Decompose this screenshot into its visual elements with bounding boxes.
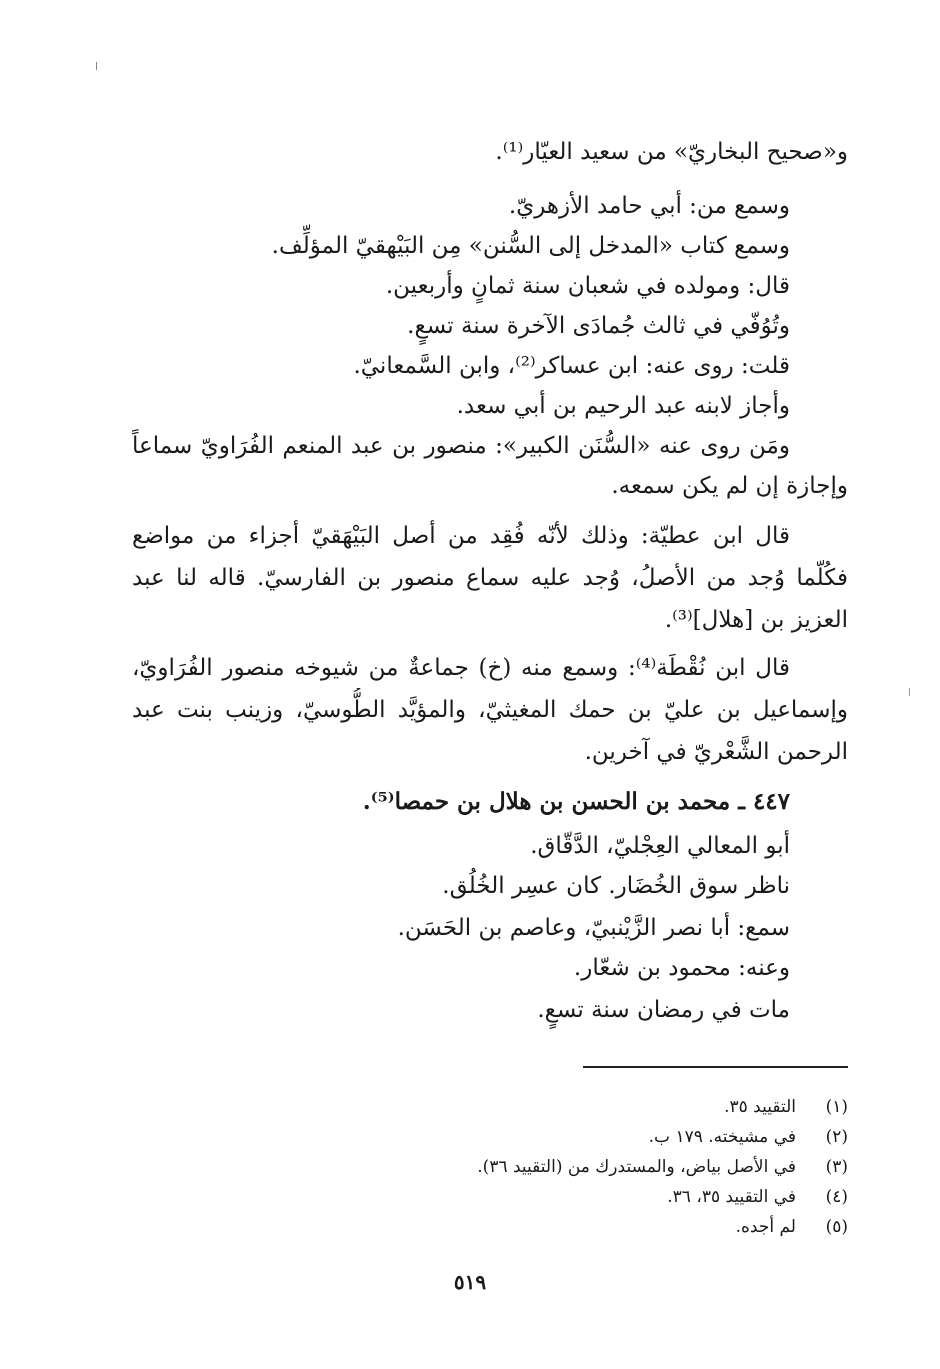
footnote xyxy=(477,1154,848,1180)
footnote-text: في الأصل بياض، والمستدرك من (التقييد ٣٦). xyxy=(477,1157,796,1177)
footnote-number: (٤) xyxy=(825,1187,848,1207)
footnote xyxy=(724,1094,848,1120)
text-line: الرحمن الشَّعْريّ في آخرين. xyxy=(584,739,848,765)
footnote-number: (٥) xyxy=(825,1217,848,1237)
text-line: وسمع من: أبي حامد الأزهريّ. xyxy=(508,193,790,219)
entry-heading: ٤٤٧ ـ محمد بن الحسن بن هلال بن حمصا⁽⁵⁾. xyxy=(362,788,790,815)
text-line: قلت: روى عنه: ابن عساكر⁽²⁾، وابن السَّمعانيّ. xyxy=(353,353,790,379)
footnote-text: لم أجده. xyxy=(735,1217,796,1237)
text-line: فكُلّما وُجد من الأصلُ، وُجد عليه سماع منصور بن الفارسيّ. قاله لنا عبد xyxy=(132,565,848,591)
footnote-number: (١) xyxy=(825,1097,848,1117)
text-line: أبو المعالي العِجْليّ، الدَّقّاق. xyxy=(530,833,790,859)
text-line: وإجازة إن لم يكن سمعه. xyxy=(611,473,848,499)
text-line: قال ابن عطيّة: وذلك لأنّه فُقِد من أصل البَيْهَقيّ أجزاء من مواضع xyxy=(132,523,790,549)
text-line: قال ابن نُقْطَة⁽⁴⁾: وسمع منه (خ) جماعةٌ من شيوخه منصور الفُرَاويّ، xyxy=(132,655,790,681)
text-line: قال: ومولده في شعبان سنة ثمانٍ وأربعين. xyxy=(385,273,790,299)
footnote-number: (٣) xyxy=(825,1157,848,1177)
footnote-text: في التقييد ٣٥، ٣٦. xyxy=(667,1187,796,1207)
text-line: ناظر سوق الخُضَار. كان عسِر الخُلُق. xyxy=(442,873,790,899)
text-line: وعنه: محمود بن شعّار. xyxy=(573,955,790,981)
text-line: سمع: أبا نصر الزَّيْنبيّ، وعاصم بن الحَسَن. xyxy=(397,915,790,941)
text-line: وأجاز لابنه عبد الرحيم بن أبي سعد. xyxy=(456,393,790,419)
page-number: ٥١٩ xyxy=(453,1270,487,1294)
text-line: وسمع كتاب «المدخل إلى السُّنن» مِن البَيْهقيّ المؤلِّف. xyxy=(271,233,790,259)
footnote-text: في مشيخته. ١٧٩ ب. xyxy=(648,1127,796,1147)
scan-mark xyxy=(96,62,97,70)
scan-mark xyxy=(909,688,910,696)
text-line: وتُوُفّي في ثالث جُمادَى الآخرة سنة تسعٍ. xyxy=(407,313,790,339)
footnote xyxy=(667,1184,848,1210)
footnote-text: التقييد ٣٥. xyxy=(724,1097,796,1117)
text-line: ومَن روى عنه «السُّنَن الكبير»: منصور بن عبد المنعم الفُرَاويّ سماعاً xyxy=(132,433,790,459)
text-line: مات في رمضان سنة تسعٍ. xyxy=(537,997,790,1023)
footnote-number: (٢) xyxy=(825,1127,848,1147)
text-line: وإسماعيل بن عليّ بن حمك المغيثيّ، والمؤيَّد الطُّوسيّ، وزينب بنت عبد xyxy=(132,697,848,723)
footnote-separator xyxy=(583,1066,848,1068)
footnote xyxy=(649,1124,848,1150)
footnote xyxy=(736,1214,848,1240)
text-line: و«صحيح البخاريّ» من سعيد العيّار⁽¹⁾. xyxy=(495,139,848,165)
text-line: العزيز بن [هلال]⁽³⁾. xyxy=(664,607,848,633)
